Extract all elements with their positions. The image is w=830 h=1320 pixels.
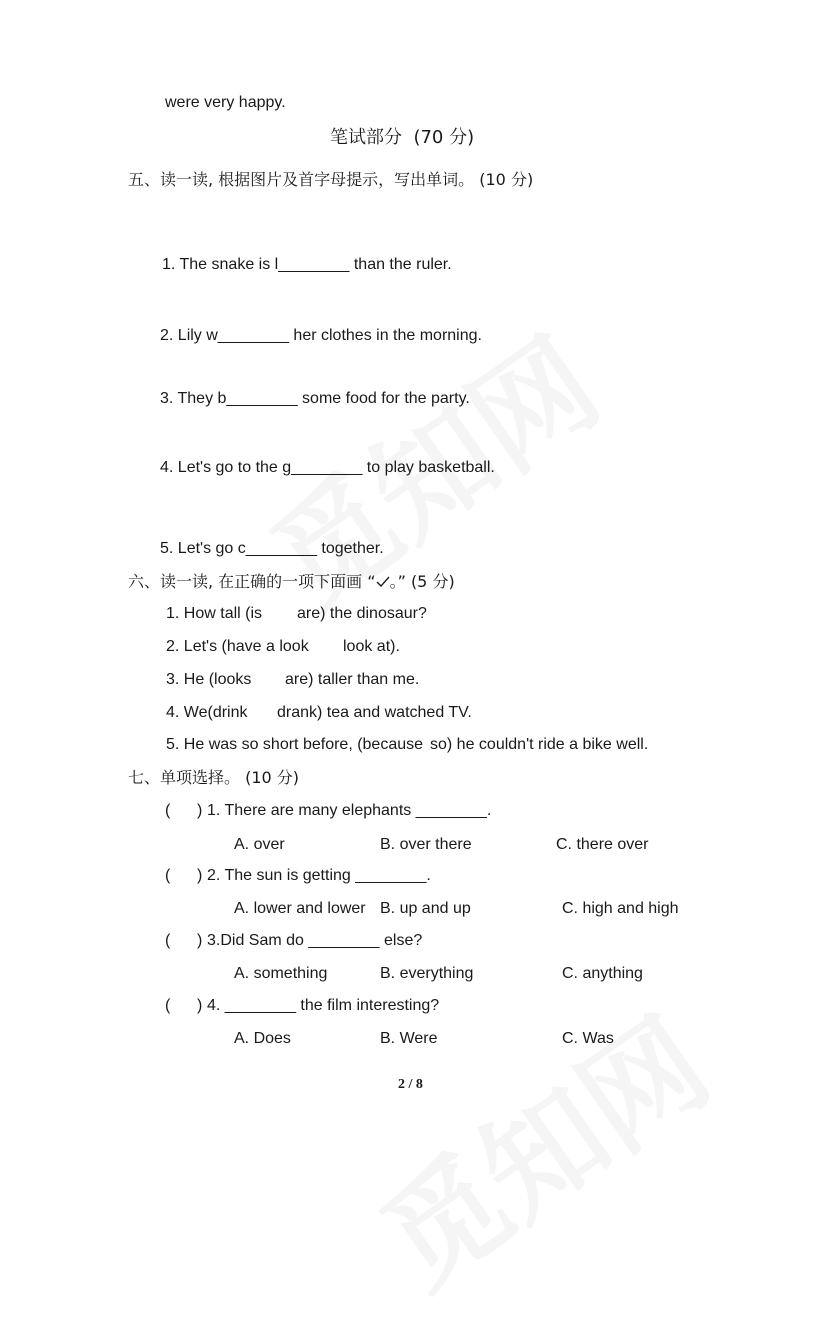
section6-item-a: 3. He (looks [166,671,252,688]
question-stem: 3.Did Sam do ________ else? [207,932,423,949]
section6-item-b: drank) tea and watched TV. [277,704,472,721]
question-stem: 1. There are many elephants ________. [207,802,492,819]
section6-heading-prefix: 六、读一读, 在正确的一项下面画 “ [128,572,376,591]
answer-paren-open: ( [165,932,171,949]
section5-heading: 五、读一读, 根据图片及首字母提示，写出单词。 (10 分) [128,170,534,189]
section6-item-a: 2. Let's (have a look [166,638,309,655]
option-c: C. high and high [562,900,679,917]
section6-item-a: 1. How tall (is [166,605,263,622]
option-a: A. Does [234,1030,291,1047]
option-b: B. everything [380,965,474,982]
question-stem: 4. ________ the film interesting? [207,997,440,1014]
option-a: A. lower and lower [234,900,366,917]
option-b: B. Were [380,1030,438,1047]
option-c: C. anything [562,965,643,982]
answer-paren-open: ( [165,997,171,1014]
section6-item-b: are) taller than me. [285,671,420,688]
question-stem: 2. The sun is getting ________. [207,867,431,884]
answer-paren-close: ) [197,997,203,1014]
option-c: C. there over [556,836,649,853]
answer-paren-open: ( [165,867,171,884]
option-b: B. up and up [380,900,471,917]
watermark-bottom [343,972,737,1319]
carryover-text: were very happy. [165,94,286,111]
option-b: B. over there [380,836,472,853]
page-number: 2 / 8 [398,1077,423,1092]
section7-heading: 七、单项选择。 (10 分) [128,768,300,787]
option-c: C. Was [562,1030,614,1047]
section6-item-b: are) the dinosaur? [297,605,427,622]
answer-paren-close: ) [197,932,203,949]
section6-heading-suffix: 。” (5 分) [389,572,455,591]
section5-item: 4. Let's go to the g________ to play basketball. [160,459,495,476]
section6-heading [128,572,455,592]
section5-item: 2. Lily w________ her clothes in the morning. [160,327,482,344]
check-mark-icon [376,576,390,588]
section6-item-b: look at). [343,638,400,655]
written-section-title: 笔试部分 (70 分) [330,127,475,148]
answer-paren-open: ( [165,802,171,819]
section5-item: 3. They b________ some food for the party. [160,390,470,407]
section6-item-b: so) he couldn't ride a bike well. [430,736,649,753]
section6-item-a: 5. He was so short before, (because [166,736,424,753]
section6-item-a: 4. We(drink [166,704,248,721]
answer-paren-close: ) [197,867,203,884]
option-a: A. something [234,965,328,982]
section5-item: 1. The snake is l________ than the ruler. [162,256,452,273]
option-a: A. over [234,836,285,853]
section5-item: 5. Let's go c________ together. [160,540,384,557]
answer-paren-close: ) [197,802,203,819]
